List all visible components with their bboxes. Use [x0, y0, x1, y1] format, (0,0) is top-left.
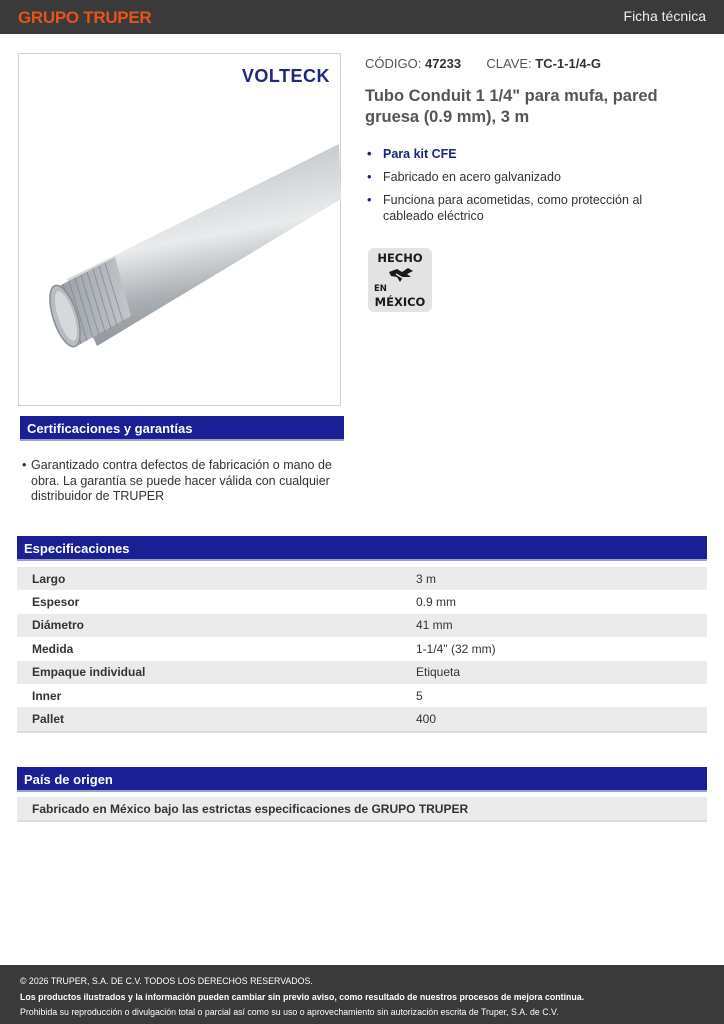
- top-bar: [0, 0, 724, 34]
- table-row: [17, 707, 707, 730]
- spec-value: 41 mm: [416, 618, 453, 633]
- spec-value: 0.9 mm: [416, 595, 457, 610]
- warranty-text: Garantizado contra defectos de fabricación o mano de obra. La garantía se puede hacer válida con cualquier distribuidor de TRUPER: [31, 458, 332, 503]
- product-code-line: [365, 56, 601, 71]
- table-row: [17, 661, 707, 684]
- warranty-text-block: [22, 458, 340, 505]
- spec-value: Etiqueta: [416, 665, 461, 680]
- spec-value: 5: [416, 688, 423, 703]
- table-row: [17, 684, 707, 707]
- spec-label: Diámetro: [32, 618, 85, 633]
- volteck-logo: VOLTECK: [241, 66, 330, 86]
- table-row: [17, 567, 707, 590]
- feature-item: • Para kit CFE: [365, 146, 695, 162]
- badge-line3: MÉXICO: [374, 295, 426, 309]
- hecho-en-mexico-badge: [368, 248, 432, 312]
- spec-value: 400: [416, 712, 437, 727]
- feature-item: • Fabricado en acero galvanizado: [365, 169, 695, 185]
- footer-notice: Los productos ilustrados y la información pueden cambiar sin previo aviso, como resultado de nuestros procesos de mejora continua.: [20, 991, 585, 1002]
- mexican-eagle-icon: [388, 266, 414, 284]
- specifications-header: Especificaciones: [17, 536, 707, 561]
- certifications-header: Certificaciones y garantías: [20, 416, 344, 441]
- code-value: 47233: [424, 56, 462, 71]
- specifications-table: [17, 567, 707, 731]
- table-row: [17, 614, 707, 637]
- spec-value: 3 m: [416, 571, 437, 586]
- origin-header: País de origen: [17, 767, 707, 792]
- code-label: CÓDIGO:: [365, 56, 422, 71]
- origin-text: Fabricado en México bajo las estrictas especificaciones de GRUPO TRUPER: [17, 797, 707, 822]
- feature-item: • Funciona para acometidas, como protección al cableado eléctrico: [365, 192, 695, 224]
- key-label: CLAVE:: [486, 56, 532, 71]
- product-image: [18, 53, 341, 406]
- footer-copyright: © 2026 TRUPER, S.A. DE C.V. TODOS LOS DERECHOS RESERVADOS.: [20, 976, 313, 986]
- brand-logo[interactable]: GRUPO TRUPER: [18, 8, 152, 27]
- spec-label: Pallet: [32, 712, 65, 727]
- footer: [0, 965, 724, 1024]
- document-type: Ficha técnica: [623, 8, 706, 24]
- product-title: Tubo Conduit 1 1/4" para mufa, pared gruesa (0.9 mm), 3 m: [365, 87, 658, 126]
- key-value: TC-1-1/4-G: [535, 56, 602, 71]
- spec-label: Espesor: [32, 595, 80, 610]
- spec-label: Empaque individual: [32, 665, 146, 680]
- conduit-pipe-image: [19, 54, 342, 407]
- footer-legal: Prohibida su reproducción o divulgación total o parcial así como su uso o aprovechamiento sin autorización escrita de Truper, S.A. de C.V.: [20, 1007, 559, 1017]
- bullet-icon: •: [22, 458, 27, 472]
- spec-label: Largo: [32, 571, 66, 586]
- spec-value: 1-1/4" (32 mm): [416, 641, 496, 656]
- table-divider: [17, 731, 707, 733]
- spec-label: Medida: [32, 641, 74, 656]
- table-row: [17, 637, 707, 660]
- badge-line1: HECHO: [377, 251, 423, 265]
- feature-list: [365, 146, 695, 231]
- spec-label: Inner: [32, 688, 62, 703]
- badge-line2: EN: [374, 284, 387, 294]
- table-row: [17, 590, 707, 613]
